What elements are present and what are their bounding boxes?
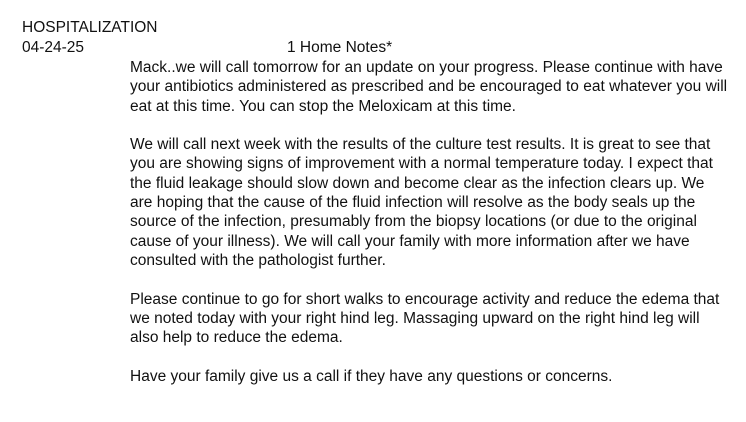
note-header: 1 Home Notes* (287, 39, 393, 56)
note-paragraph: Mack..we will call tomorrow for an update on your progress. Please continue with have your antibiotics administered as prescribed and be encouraged to eat whatever you will eat at this time. You can stop the Meloxicam at this time. (130, 59, 728, 115)
note-paragraph: Have your family give us a call if they have any questions or concerns. (130, 367, 613, 385)
record-date: 04-24-25 (22, 39, 85, 56)
note-paragraph: Please continue to go for short walks to encourage activity and reduce the edema that we noted today with your right hind leg. Massaging upward on the right hind leg will also help to reduce the edema. (130, 290, 720, 347)
note-body (130, 58, 730, 386)
section-title: HOSPITALIZATION (22, 19, 158, 36)
note-paragraph: We will call next week with the results of the culture test results. It is great to see that you are showing signs of improvement with a normal temperature today. I expect that the fluid leakage should slow down and become clear as the infection clears up. We are hoping that the cause of the fluid infection will resolve as the body seals up the source of the infection, presumably from the biopsy locations (or due to the original cause of your illness). We will call your family with more information after we have consulted with the pathologist further. (130, 136, 713, 269)
